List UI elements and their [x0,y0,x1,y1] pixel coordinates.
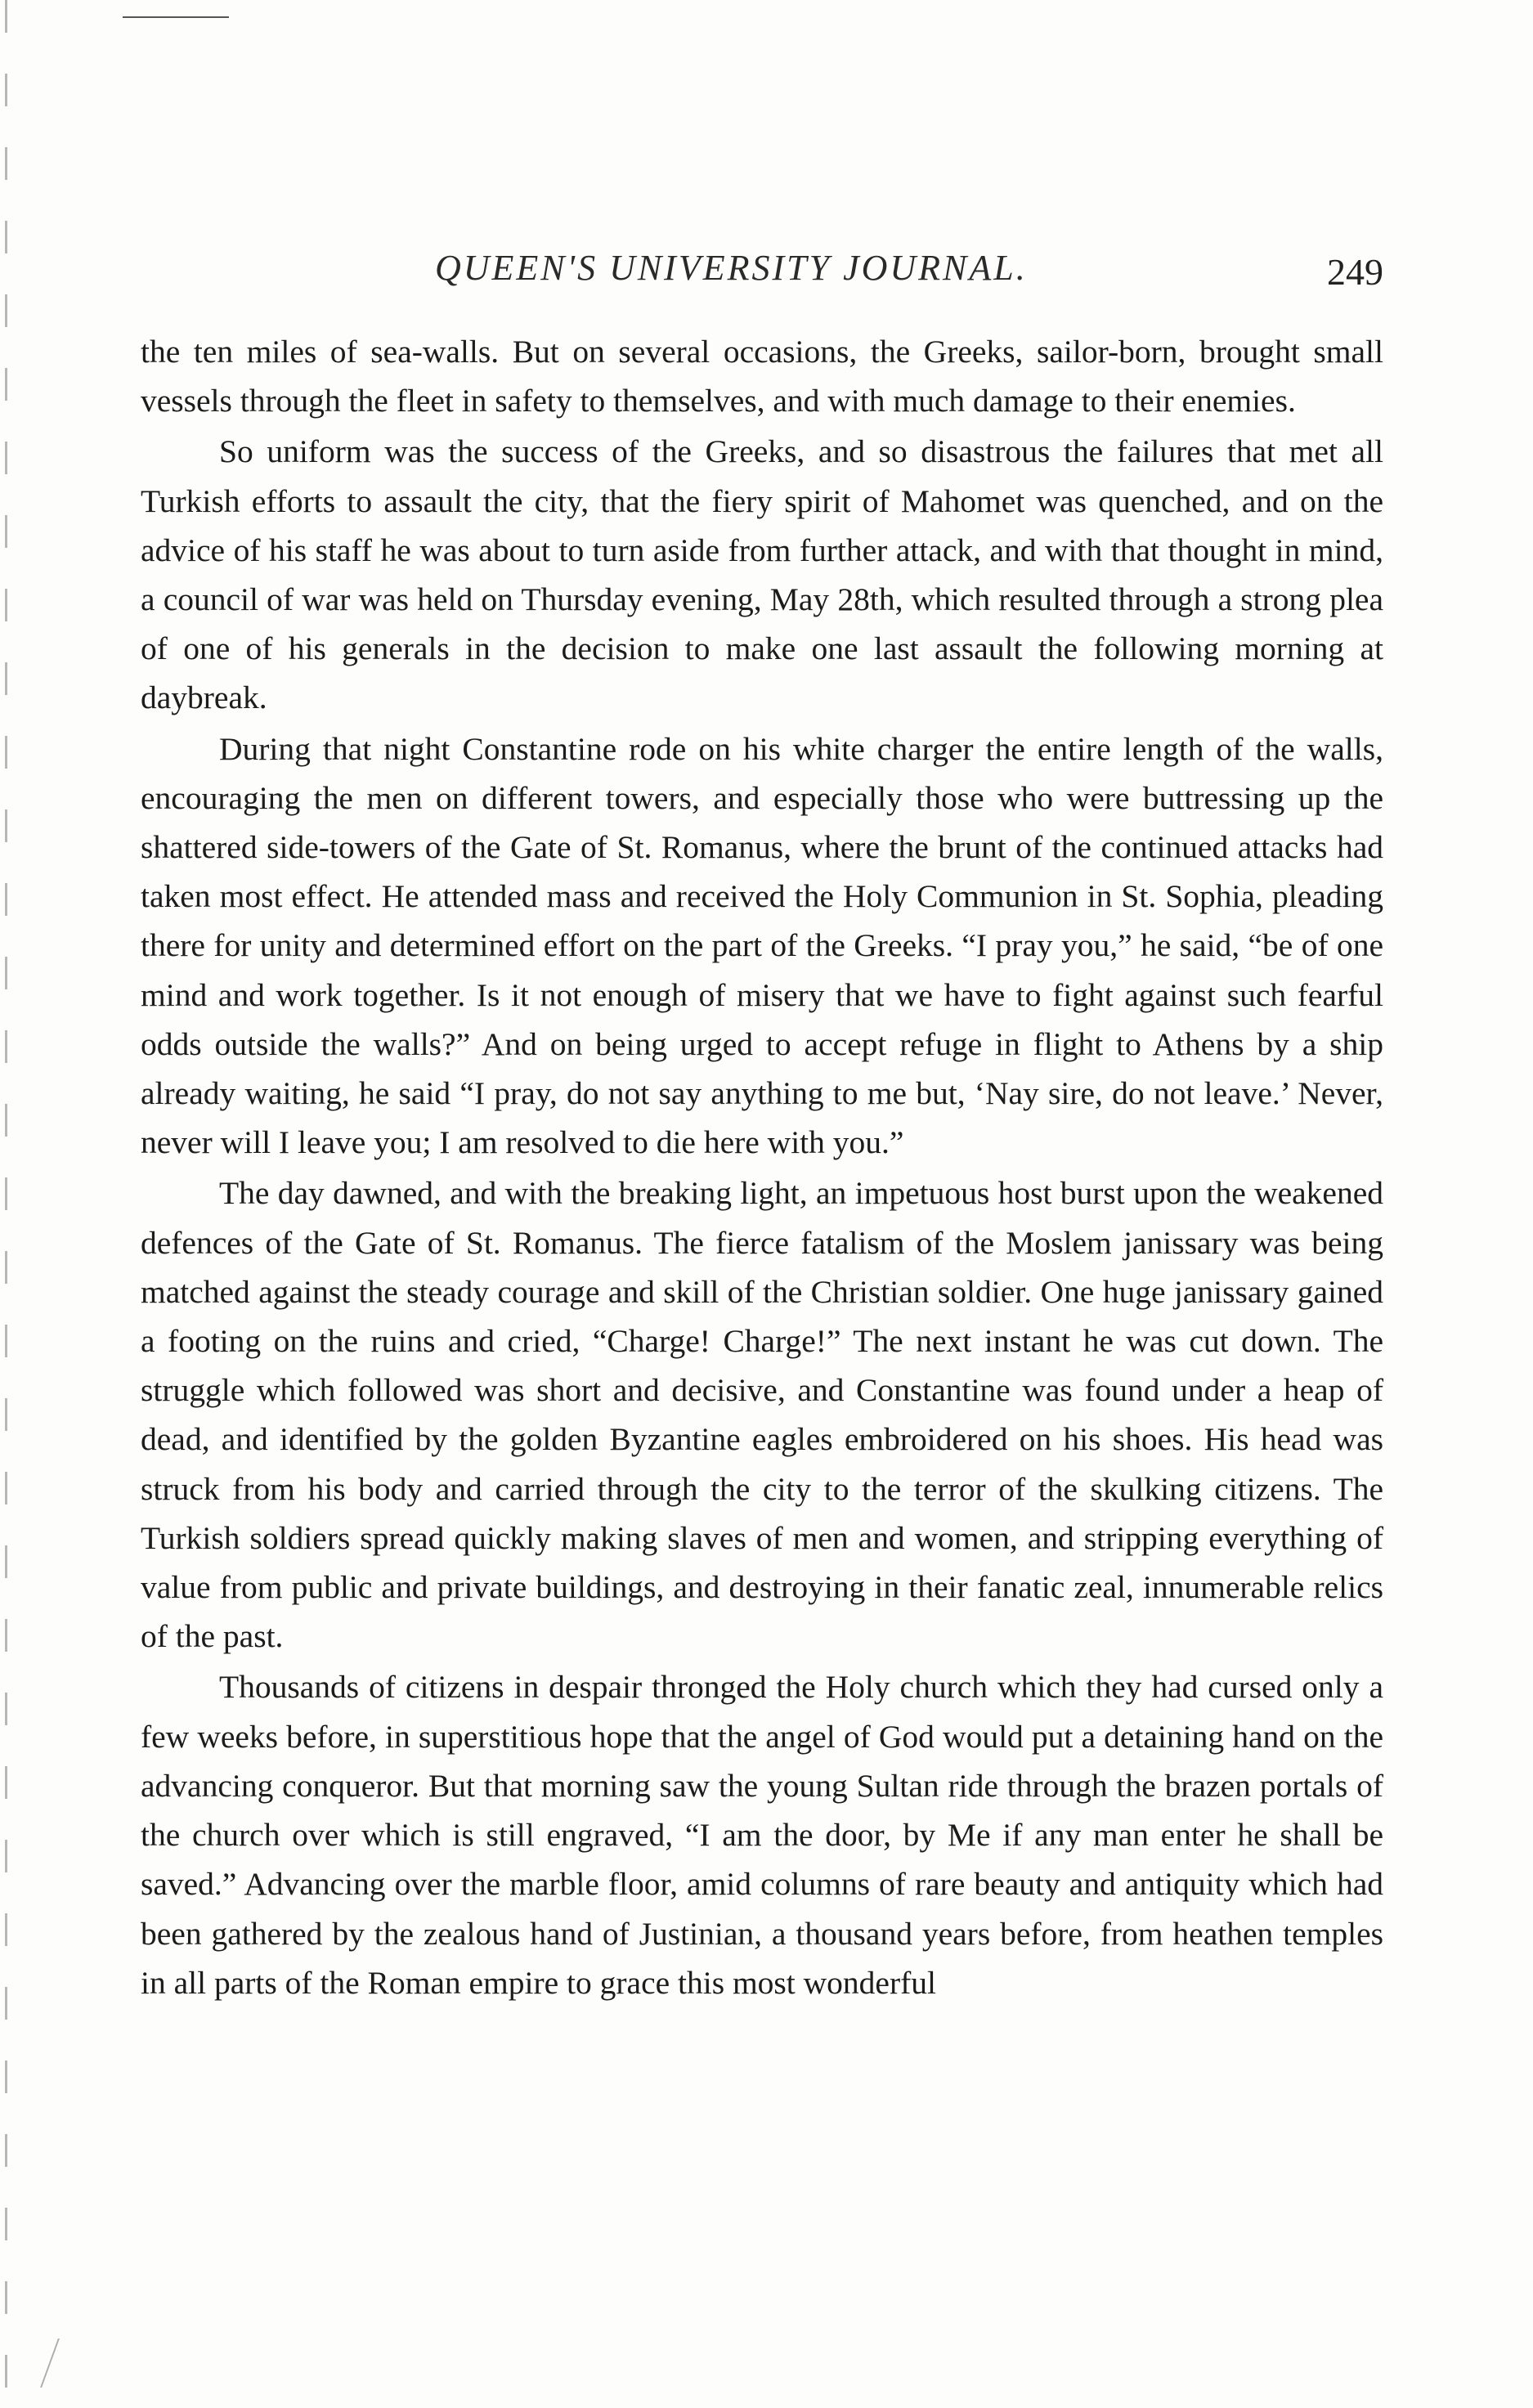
paragraph-1: the ten miles of sea-walls. But on several occasions, the Greeks, sailor-born, brought small vessels through the fleet in safety to themselves, and with much damage to their enemies. [141,334,1383,419]
margin-pencil-mark [40,2338,84,2388]
page-edge-shadow [5,0,7,2408]
paragraph-5: Thousands of citizens in despair thronged the Holy church which they had cursed only a few weeks before, in superstitious hope that the angel of God would put a detaining hand on the advancing conqueror. But that morning saw the young Sultan ride through the brazen portals of the church over which is still engraved, “I am the door, by Me if any man enter he shall be saved.” Advancing over the marble floor, amid columns of rare beauty and antiquity which had been gathered by the zealous hand of Justinian, a thousand years before, from heathen temples in all parts of the Roman empire to grace this most wonderful [141,1669,1383,2001]
journal-title: QUEEN'S UNIVERSITY JOURNAL. [435,248,1028,288]
paragraph-4: The day dawned, and with the breaking light, an impetuous host burst upon the weakened defences of the Gate of St. Romanus. The fierce fatalism of the Moslem janissary was being matched against the steady courage and skill of the Christian soldier. One huge janissary gained a footing on the ruins and cried, “Charge! Charge!” The next instant he was cut down. The struggle which followed was short and decisive, and Constantine was found under a heap of dead, and identified by the golden Byzantine eagles embroidered on his shoes. His head was struck from his body and carried through the city to the terror of the skulking citizens. The Turkish soldiers spread quickly making slaves of men and women, and stripping everything of value from public and private buildings, and destroying in their fanatic zeal, innumerable relics of the past. [141,1175,1383,1655]
running-header [141,247,1383,296]
paragraph-2: So uniform was the success of the Greeks, and so disastrous the failures that met all Turkish efforts to assault the city, that the fiery spirit of Mahomet was quenched, and on the advice of his staff he was about to turn aside from further attack, and with that thought in mind, a council of war was held on Thursday evening, May 28th, which resulted through a strong plea of one of his generals in the decision to make one last assault the following morning at daybreak. [141,433,1383,716]
paragraph-3: During that night Constantine rode on his white charger the entire length of the walls, encouraging the men on different towers, and especially those who were buttressing up the shattered side-towers of the Gate of St. Romanus, where the brunt of the continued attacks had taken most effect. He attended mass and received the Holy Communion in St. Sophia, pleading there for unity and determined effort on the part of the Greeks. “I pray you,” he said, “be of one mind and work together. Is it not enough of misery that we have to fight against such fearful odds outside the walls?” And on being urged to accept refuge in flight to Athens by a ship already waiting, he said “I pray, do not say anything to me but, ‘Nay sire, do not leave.’ Never, never will I leave you; I am resolved to die here with you.” [141,730,1383,1161]
top-rule [123,16,229,18]
article-body [141,327,1383,2007]
page-number: 249 [1327,251,1383,293]
